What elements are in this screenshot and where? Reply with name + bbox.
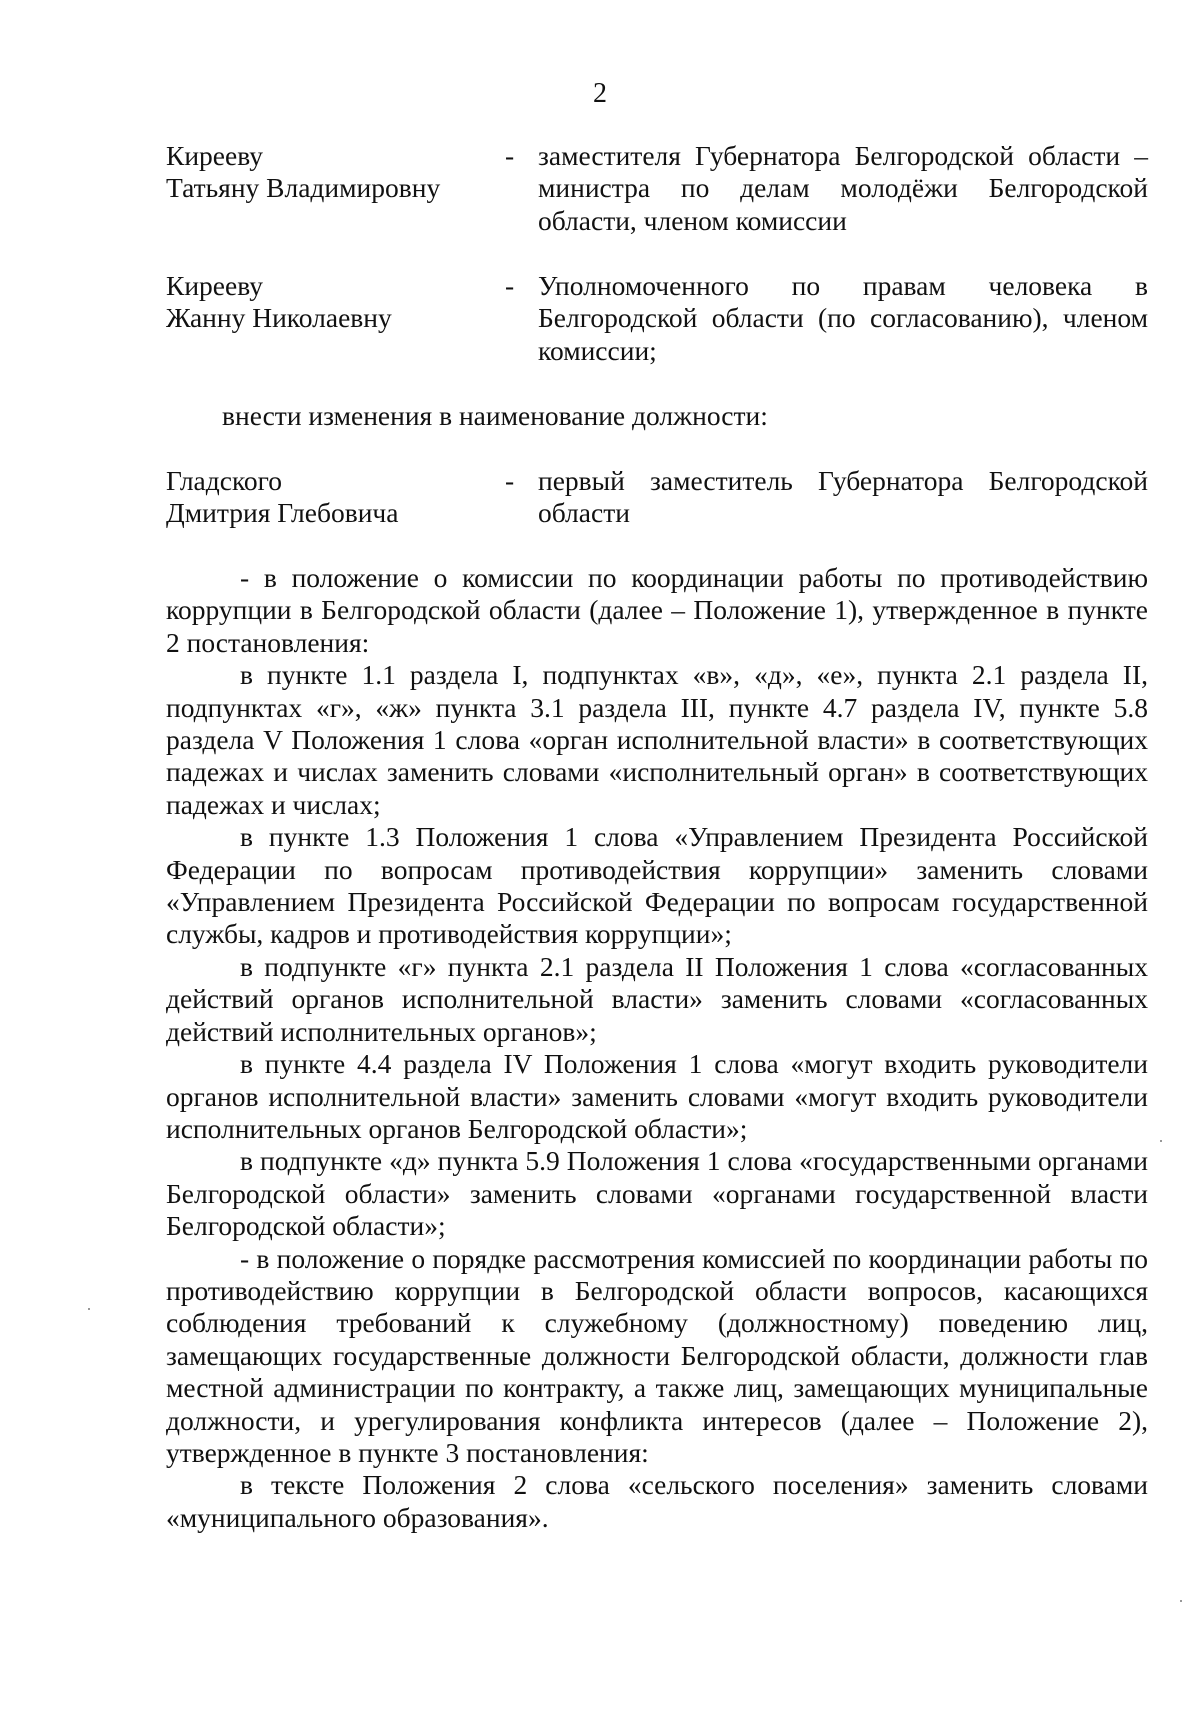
- person-name: [166, 140, 496, 205]
- person-surname: Кирееву: [166, 270, 264, 301]
- scan-speck: [88, 1308, 90, 1310]
- paragraph: в подпункте «г» пункта 2.1 раздела II Положения 1 слова «согласованных действий органов исполнительной власти» заменить словами «согласованных действий исполнительных органов»;: [166, 950, 1148, 1047]
- person-given-names: Дмитрия Глебовича: [166, 497, 399, 529]
- paragraph: - в положение о порядке рассмотрения комиссией по координации работы по противодействию коррупции в Белгородской области вопросов, касающихся соблюдения требований к служебному (должностному) поведению лиц, замещающих государственные должности Белгородской области, должности глав местной администрации по контракту, а также лиц, замещающих муниципальные должности, и урегулирования конфликта интересов (далее – Положение 2), утвержденное в пункте 3 постановления:: [166, 1242, 1148, 1468]
- paragraph: в пункте 1.1 раздела I, подпунктах «в», «д», «е», пункта 2.1 раздела II, подпунктах «г», «ж» пункта 3.1 раздела III, пункте 4.7 раздела IV, пункте 5.8 раздела V Положения 1 слова «орган исполнительной власти» в соответствующих падежах и числах заменить словами «исполнительный орган» в соответствующих падежах и числах;: [166, 659, 1148, 820]
- dash: -: [505, 140, 515, 171]
- person-given-names: Татьяну Владимировну: [166, 172, 441, 204]
- scan-speck: [1160, 1140, 1162, 1142]
- page-number: 2: [593, 78, 607, 109]
- amendments-body: [166, 562, 1148, 1534]
- paragraph: - в положение о комиссии по координации работы по противодействию коррупции в Белгородской области (далее – Положение 1), утвержденное в пункте 2 постановления:: [166, 562, 1148, 658]
- paragraph: в тексте Положения 2 слова «сельского поселения» заменить словами «муниципального образования».: [166, 1469, 1148, 1533]
- rename-intro: внести изменения в наименование должности:: [222, 400, 768, 431]
- paragraph: в пункте 1.3 Положения 1 слова «Управлением Президента Российской Федерации по вопросам противодействия коррупции» заменить словами «Управлением Президента Российской Федерации по вопросам государственной службы, кадров и противодействия коррупции»;: [166, 821, 1148, 950]
- person-surname: Гладского: [166, 465, 283, 496]
- paragraph: в пункте 4.4 раздела IV Положения 1 слова «могут входить руководители органов исполнительной власти» заменить словами «могут входить руководители исполнительных органов Белгородской области»;: [166, 1048, 1148, 1144]
- person-name: [166, 465, 496, 530]
- dash: -: [505, 465, 515, 496]
- person-position: заместителя Губернатора Белгородской области – министра по делам молодёжи Белгородской области, членом комиссии: [538, 140, 1148, 236]
- person-given-names: Жанну Николаевну: [166, 302, 392, 334]
- dash: -: [505, 270, 515, 301]
- paragraph: в подпункте «д» пункта 5.9 Положения 1 слова «государственными органами Белгородской области» заменить словами «органами государственной власти Белгородской области»;: [166, 1145, 1148, 1242]
- scan-speck: [1180, 1600, 1182, 1602]
- person-name: [166, 270, 496, 335]
- person-position: первый заместитель Губернатора Белгородской области: [538, 465, 1148, 529]
- person-surname: Кирееву: [166, 140, 264, 171]
- person-position: Уполномоченного по правам человека в Белгородской области (по согласованию), членом комиссии;: [538, 270, 1148, 366]
